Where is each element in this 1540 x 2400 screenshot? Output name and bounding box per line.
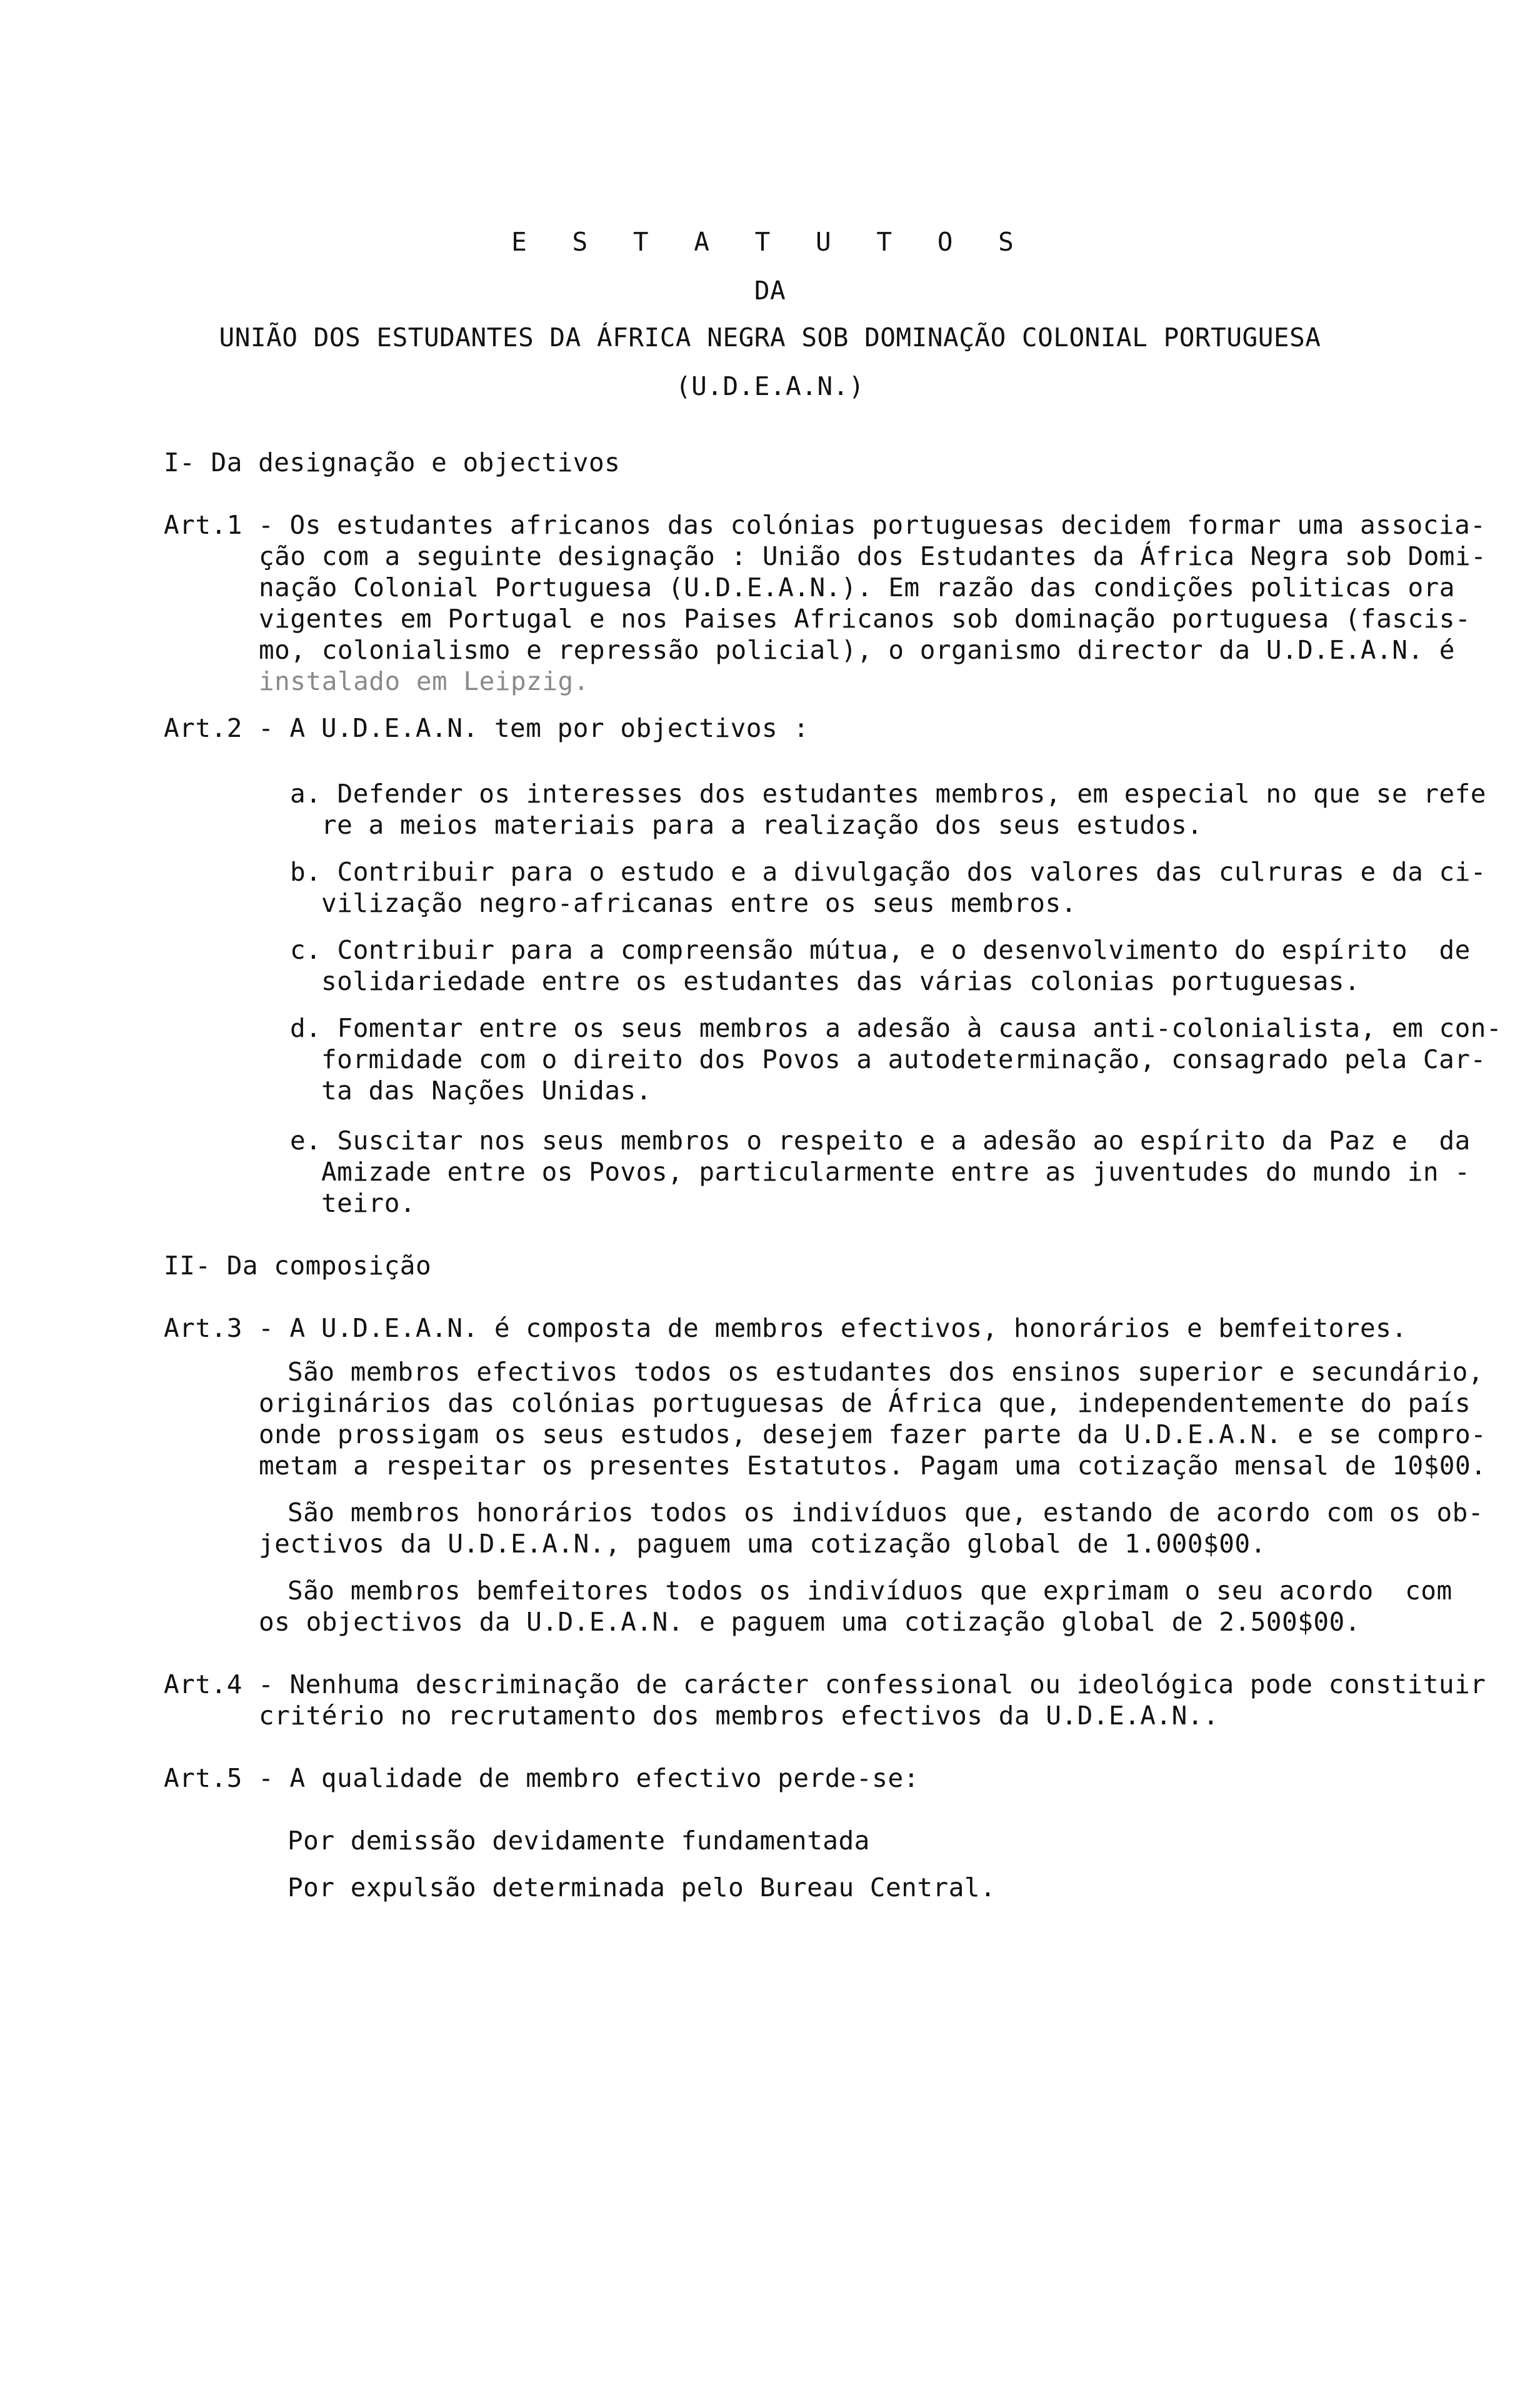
art3-para3-line-2: os objectivos da U.D.E.A.N. e paguem uma cotização global de 2.500$00. [259,1607,1361,1637]
organization-name: UNIÃO DOS ESTUDANTES DA ÁFRICA NEGRA SOB DOMINAÇÃO COLONIAL PORTUGUESA [219,322,1321,352]
art4-line-1: Art.4 - Nenhuma descriminação de carácter confessional ou ideológica pode constituir [164,1669,1486,1699]
document-title: E S T A T U T O S [511,227,1029,257]
organization-acronym: (U.D.E.A.N.) [675,371,865,401]
art2-item-b-line-1: b. Contribuir para o estudo e a divulgação dos valores das culruras e da ci- [290,857,1486,887]
art1-line-2: ção com a seguinte designação : União dos Estudantes da África Negra sob Domi- [259,541,1487,571]
art2-item-e-line-1: e. Suscitar nos seus membros o respeito e a adesão ao espírito da Paz e da [290,1126,1471,1156]
art1-line-6: instalado em Leipzig. [259,666,589,696]
art2-item-a-line-2: re a meios materiais para a realização dos seus estudos. [321,810,1203,840]
title-da: DA [754,276,786,306]
art3-para1-line-3: onde prossigam os seus estudos, desejem fazer parte da U.D.E.A.N. e se compro- [259,1419,1487,1449]
art4-line-2: critério no recrutamento dos membros efectivos da U.D.E.A.N.. [259,1701,1219,1731]
art1-line-1: Art.1 - Os estudantes africanos das colónias portuguesas decidem formar uma associa- [164,510,1486,540]
art1-line-3: nação Colonial Portuguesa (U.D.E.A.N.). Em razão das condições politicas ora [259,572,1455,602]
art1-line-5: mo, colonialismo e repressão policial), o organismo director da U.D.E.A.N. é [259,635,1455,665]
art3-para3-line-1: São membros bemfeitores todos os indivíduos que exprimam o seu acordo com [288,1576,1452,1606]
art3-para1-line-4: metam a respeitar os presentes Estatutos. Pagam uma cotização mensal de 10$00. [259,1451,1487,1481]
art2-item-d-line-3: ta das Nações Unidas. [321,1076,652,1106]
art2-item-c-line-1: c. Contribuir para a compreensão mútua, e o desenvolvimento do espírito de [290,935,1471,965]
art5-item-1: Por demissão devidamente fundamentada [288,1826,870,1856]
art3-para1-line-1: São membros efectivos todos os estudantes dos ensinos superior e secundário, [288,1357,1484,1387]
art3-line-1: Art.3 - A U.D.E.A.N. é composta de membros efectivos, honorários e bemfeitores. [164,1313,1408,1343]
art2-item-e-line-2: Amizade entre os Povos, particularmente entre as juventudes do mundo in - [321,1157,1471,1187]
art2-item-d-line-2: formidade com o direito dos Povos a autodeterminação, consagrado pela Car- [321,1044,1486,1074]
art2-item-b-line-2: vilização negro-africanas entre os seus membros. [321,888,1077,918]
art5-line-1: Art.5 - A qualidade de membro efectivo perde-se: [164,1763,919,1793]
art3-para2-line-1: São membros honorários todos os indivíduos que, estando de acordo com os ob- [288,1498,1484,1528]
art5-item-2: Por expulsão determinada pelo Bureau Central. [288,1872,996,1902]
art2-item-e-line-3: teiro. [321,1188,416,1218]
art2-line-1: Art.2 - A U.D.E.A.N. tem por objectivos : [164,713,809,743]
art3-para2-line-2: jectivos da U.D.E.A.N., paguem uma cotização global de 1.000$00. [259,1529,1266,1559]
section-heading-2: II- Da composição [164,1251,432,1281]
art2-item-d-line-1: d. Fomentar entre os seus membros a adesão à causa anti-colonialista, em con- [290,1013,1502,1043]
art2-item-c-line-2: solidariedade entre os estudantes das várias colonias portuguesas. [321,966,1361,996]
art3-para1-line-2: originários das colónias portuguesas de África que, independentemente do país [259,1388,1471,1418]
art2-item-a-line-1: a. Defender os interesses dos estudantes membros, em especial no que se refe [290,779,1486,809]
art1-line-4: vigentes em Portugal e nos Paises Africanos sob dominação portuguesa (fascis- [259,604,1471,634]
section-heading-1: I- Da designação e objectivos [164,448,621,478]
